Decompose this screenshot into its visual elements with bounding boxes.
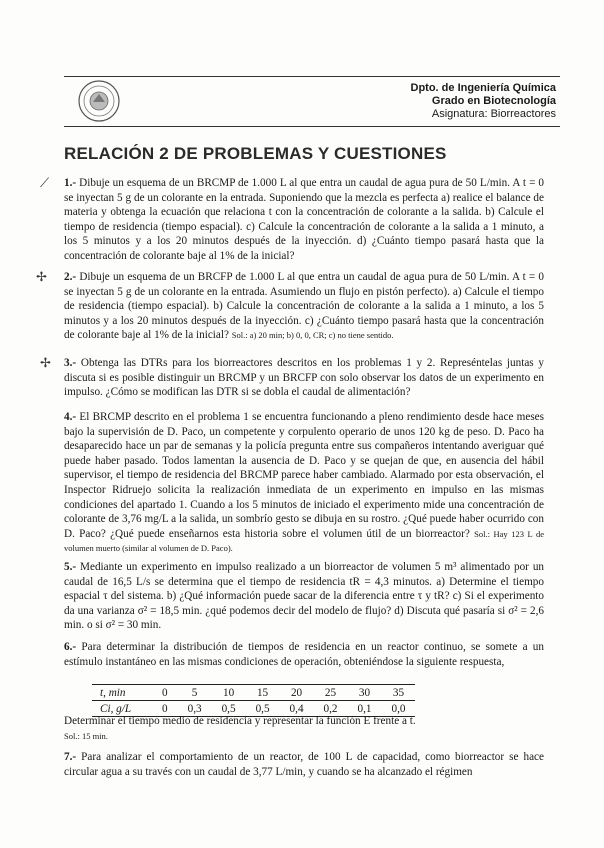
problem-7: 7.- Para analizar el comportamiento de un reactor, de 100 L de capacidad, como biorreactor se hace circular agua a su través con un caudal de 3,77 L/min, y cuando se ha alcanzado el régimen [64,751,544,778]
table-cell: 35 [382,685,416,701]
table-header-concentration: Ci, g/L [92,701,152,717]
table-cell: 0,0 [382,701,416,717]
problem-6-solution: Sol.: 15 min. [64,730,108,741]
table-cell: 30 [348,685,382,701]
table-row-time [92,685,415,701]
problem-2-solution: Sol.: a) 20 min; b) 0, 0, CR; c) no tiene sentido. [231,330,394,341]
header-rule-bottom [64,126,560,127]
response-table [92,684,415,717]
table-cell: 0,4 [280,701,314,717]
table-cell: 0,3 [178,701,212,717]
subject-name: Asignatura: Biorreactores [431,108,556,120]
problem-3: 3.- Obtenga las DTRs para los biorreactores descritos en los problemas 1 y 2. Represéntelas juntas y discuta si es posible distinguir un BRCMP y un BRCFP con solo observar los datos de un experimento en impulso. ¿Cómo se modifican las DTR si se dobla el caudal de alimentación? [64,357,545,399]
problem-6-continuation: Determinar el tiempo medio de residencia y representar la función E frente a t. Sol.: 15 min. [64,715,416,741]
table-cell: 0,5 [212,701,246,717]
table-cell: 0,5 [246,701,280,717]
department-header [411,82,556,121]
problem-6: 6.- Para determinar la distribución de tiempos de residencia en un reactor continuo, se somete a un estímulo instantáneo en las mismas condiciones de operación, obteniéndose la siguiente respuesta, [64,641,544,668]
table-cell: 0,1 [348,701,382,717]
table-cell: 10 [212,685,246,701]
table-cell: 25 [314,685,348,701]
table-header-time: t, min [92,685,152,701]
handwritten-mark-icon: ⟋ [40,176,50,191]
table-cell: 0 [152,685,178,701]
table-cell: 0,2 [314,701,348,717]
problem-4-solution: Sol.: Hay 123 L de volumen muerto (similar al volumen de D. Paco). [64,528,545,554]
table-cell: 20 [280,685,314,701]
handwritten-mark-icon: ✢ [36,270,47,285]
table-cell: 15 [246,685,280,701]
handwritten-mark-icon: ✢ [40,356,51,371]
header-rule-top [64,76,560,77]
university-seal-icon [78,80,120,122]
table-cell: 5 [178,685,212,701]
problem-1: 1.- Dibuje un esquema de un BRCMP de 1.000 L al que entra un caudal de agua pura de 50 L/min. A t = 0 se inyectan 5 g de un colorante en la entrada. Suponiendo que la mezcla es perfecta a) realice el balance de materia y obtenga la ecuación que relaciona t con la concentración de colorante a la salida. b) Calcule el tiempo de residencia (tiempo espacial). c) Calcule la concentración de colorante a la salida a 1 minuto, a los 5 minutos y a los 20 minutos después de la inyección. d) ¿Cuánto tiempo pasará hasta que la concentración de colorante baje al 1% de la inicial? [64,177,544,262]
problem-5: 5.- Mediante un experimento en impulso realizado a un biorreactor de volumen 5 m³ alimentado por un caudal de 16,5 L/s se determina que el tiempo de residencia tR = 4,3 minutos. a) Determine el tiempo espacial τ del sistema. b) ¿Qué información puede sacar de la diferencia entre τ y tR? c) Si el experimento da una varianza σ² = 18,5 min. ¿qué podemos decir del modelo de flujo? d) Discuta qué pasaría si σ² = 2,6 min. o si σ² = 30 min. [64,561,545,632]
problem-4: 4.- El BRCMP descrito en el problema 1 se encuentra funcionando a pleno rendimiento desde hace meses bajo la supervisión de D. Paco, un competente y corpulento operario de unos 120 kg de peso. D. Paco ha desaparecido hace un par de semanas y la policía pregunta entre sus compañeros intentando averiguar qué puede haber pasado. Todos lamentan la ausencia de D. Paco y se quejan de que, en ausencia del hábil supervisor, el tiempo de residencia del BRCMP parece haber cambiado. Alarmado por esta observación, el Inspector Ridruejo solicita la realización inmediata de un experimento en impulso en las mismas condiciones del apartado 1. Cuando a los 5 minutos de iniciado el experimento mide una concentración de colorante de 3,76 mg/L a la salida, un sombrío gesto se dibuja en su rostro. ¿Qué puede haber ocurrido con D. Paco? ¿Qué puede enseñarnos esta historia sobre el volumen útil de un biorreactor? Sol.: Hay 123 L de volumen muerto (similar al volumen de D. Paco). [64,411,545,554]
degree-name: Grado en Biotecnología [431,95,556,107]
dept-name: Dpto. de Ingeniería Química [410,82,556,94]
problem-2: 2.- Dibuje un esquema de un BRCFP de 1.000 L al que entra un caudal de agua pura de 50 L/min. A t = 0 se inyectan 5 g de un colorante en la entrada. Asumiendo un flujo en pistón perfecto). a) Calcule el tiempo de residencia (tiempo espacial). b) Calcule la concentración de colorante a la salida a 1 minuto, a los 5 minutos y a los 20 minutos después de la inyección. c) ¿Cuánto tiempo pasará hasta que la concentración de colorante baje al 1% de la inicial? Sol.: a) 20 min; b) 0, 0, CR; c) no tiene sentido. [64,271,545,342]
table-cell: 0 [152,701,178,717]
page-title: RELACIÓN 2 DE PROBLEMAS Y CUESTIONES [64,144,447,163]
